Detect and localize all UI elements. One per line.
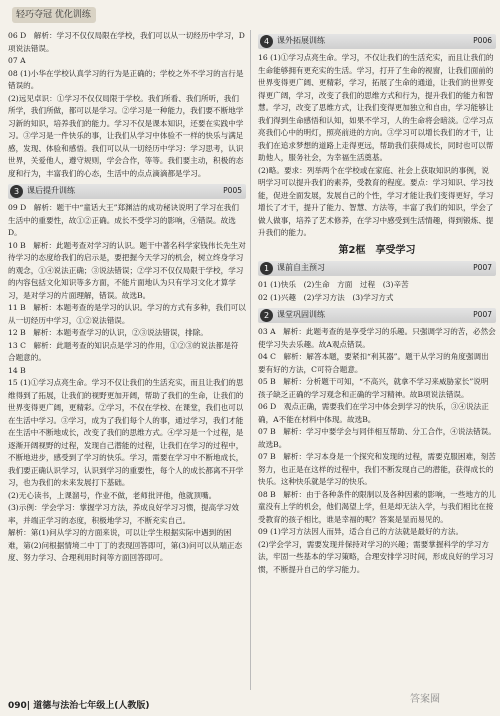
- section-title: 课外拓展训练: [277, 36, 325, 46]
- answer-16-1: 16 (1)①学习点亮生命。学习，不仅让我们的生活充实，而且让我们的生命能够拥有更充实的生活。学习，打开了生命的视窗，让我们面前的世界变得更广阔、更精彩，学习，拓展了生命的通道，让我们的世界变得更广阔，学习，改变了我们的思维方式和行为，提升我们的能力和智慧。学习，改变了思维方式，让我们变得更加独立和自由，学习能够让我们得到生命感悟和认知，如果不学习，人的生命将会暗淡。②学习点亮我们心中的明灯，照亮前进的方向。③学习可以增长我们的才干，让我们在追求梦想的道路上走得更远，帮助我们获得成长，同时也可以帮助他人，服务社会，为幸福生活奠基。: [258, 53, 494, 162]
- book-title: 道德与法治七年级上(人教版): [33, 701, 150, 711]
- answer-07: 07 A: [8, 56, 26, 65]
- section-number-badge: 2: [260, 309, 273, 322]
- answer-09-2: (2)学会学习，需要发现并保持对学习的兴趣；需要掌握科学的学习方法，牢固一些基本的学习策略，合理安排学习时间，形成良好的学习习惯，不断提升自己的学习能力。: [258, 539, 494, 574]
- watermark: 答案圈: [410, 694, 440, 705]
- section-header-after-class: [8, 184, 246, 199]
- answer-10: 10 B 解析：此题考查对学习的认识。题干中著名科学家钱伟长先生对待学习的态度给我们的启示是，要把握今天学习的机会，树立终身学习的观念，①④说法正确；③说法错误；②学习不仅仅局限于学校，学习的内容包括文化知识等多方面，不能片面地认为只有学习文化才算学习，是对学习的片面理解，错误。故选B。: [8, 240, 246, 300]
- answer-15-3: (3)示例：学会学习：掌握学习方法，养成良好学习习惯，提高学习效率，并端正学习的态度，积极地学习，不断充实自己。: [8, 503, 239, 525]
- answer-06: 06 D 观点正确，需要我们在学习中体会到学习的快乐，③④说法正确，A不能在材料中体现。故选B。: [258, 402, 489, 424]
- brand-logo: [12, 7, 96, 23]
- section-number-badge: 4: [260, 35, 273, 48]
- answer-03: 03 A 解析：此题考查的是享受学习的乐趣。只强调学习的苦，必然会使学习失去乐趣。故A观点错误。: [258, 327, 496, 349]
- page-footer: 090| 道德与法治七年级上(人教版): [8, 701, 150, 711]
- section-page-ref: P007: [473, 310, 492, 320]
- answer-09-1: 09 (1)学习方法因人而异，适合自己的方法就是最好的方法。: [258, 527, 464, 536]
- answer-06: 06 D 解析：学习不仅仅局限在学校，我们可以从一切经历中学习，D项说法错误。: [8, 31, 245, 53]
- brand-label: 轻巧夺冠 优化训练: [16, 10, 91, 20]
- section-page-ref: P006: [473, 36, 492, 46]
- section-number-badge: 3: [10, 185, 23, 198]
- answer-01: 01 (1)快乐 (2)生命 方面 过程 (3)辛苦: [258, 280, 409, 289]
- section-header-preview: [258, 261, 496, 276]
- answer-02: 02 (1)兴趣 (2)学习方法 (3)学习方式: [258, 292, 394, 302]
- answer-11: 11 B 解析：本题考查的是学习的认识。学习的方式有多种，我们可以从一切经历中学习，①②说法错误。: [8, 303, 246, 325]
- answer-14: 14 B: [8, 365, 26, 375]
- answer-09: 09 D 解析：题干中“童话大王”郑渊洁的成功秘诀说明了学习在我们生活中的重要性，故①②正确。成长不受学习的影响，④错误。故选D。: [8, 203, 239, 237]
- left-column: [8, 30, 246, 565]
- answer-13: 13 C 解析：此题考查的知识点是学习的作用，①②③的说法都是符合题意的。: [8, 340, 239, 362]
- answer-08-1: 08 (1)小华在学校认真学习的行为是正确的；学校之外不学习的言行是错误的。: [8, 68, 244, 90]
- right-column: [258, 30, 496, 576]
- answer-15-2: (2)无心读书，上课溜号，作业不做，老师批评他，他就顶嘴。: [8, 490, 217, 500]
- page-header: [6, 4, 494, 26]
- column-divider: [250, 30, 251, 690]
- answer-07b: 07 B 解析：学习本身是一个探究和发现的过程，需要克服困难，刻苦努力，也正是在这样的过程中，我们不断发现自己的潜能，获得成长的快乐。这种快乐就是学习的快乐。: [258, 452, 496, 486]
- answer-16-2: (2)略。要求：列举两个在学校或在家庭、社会上获取知识的事例，说明学习可以提升我们的素养，受教育的程度。要点：学习知识、学习技能，促进全面发展，发展自己的个性，学习才能让我们变得更好，学习增长了才干，提升了能力、智慧、方法等，丰富了我们的知识，学会了做人做事，培养了艺术修养，在学习中感受到生活情趣，得到锻炼、提升我们的能力。: [258, 165, 494, 237]
- section-title: 课前自主预习: [277, 263, 325, 273]
- answer-08: 08 B 解析：由于各种条件的限制以及各种因素的影响，一些地方的儿童没有上学的机会，他们渴望上学，但是却无法入学，与我们相比在接受教育的孩子相比，谁是幸福的呢？答案是显而易见的。: [258, 489, 496, 524]
- lesson-subtitle: 第2框 享受学习: [338, 244, 416, 256]
- answer-04: 04 C 解析：解答本题，要紧扣“利其器”。题干从学习的角度强调出要有好的方法，C可符合题意。: [258, 352, 489, 374]
- section-number-badge: 1: [260, 262, 273, 275]
- answer-08-2: (2)远见卓识：①学习不仅仅局限于学校。我们所看、我们所听，我们所学，我们所做，都可以是学习。②学习是一种能力，我们要不断地学习新的知识，培养我们的能力。学习不仅是课本知识，还要在实践中学习。③学习是一件快乐的事，让我们从学习中体验不一样的快乐与满足感，发现、体验和感悟。我们可以从一切经历中学习：学习思考，认识世界，关爱他人，遵守规则，学会合作，等等。我们要主动，积极的态度和行为，丰富我们的心态，生活中的点点滴滴都是学习。: [8, 93, 244, 178]
- section-page-ref: P007: [473, 263, 492, 273]
- section-title: 课堂巩固训练: [277, 310, 325, 320]
- section-header-extension: [258, 34, 496, 49]
- answer-15-1: 15 (1)①学习点亮生命。学习不仅让我们的生活充实，而且让我们的思维得到了拓展，让我们的视野更加开阔，帮助了我们的生命，让我们的世界变得更广阔，更精彩。②学习，不仅在学校、在课堂，我们也可以在生活中学习。③学习，成为了我们每个人的事，通过学习，我们才能在生活中不断地成长，改变了我们的思维方式。④学习是一个过程，是逐渐开阔视野的过程，发现自己潜能的过程，让我们在学习的过程中，不断地进步，感受到了学习的快乐。学习，需要在学习中不断地成长，我们要正确认识学习，认识到学习的重要性，每个人的成长都离不开学习，也为我们的未来发展打下基础。: [8, 378, 244, 487]
- answer-12: 12 B 解析：本题考查学习的认识，②③说法错误，排除。: [8, 328, 208, 337]
- section-page-ref: P005: [223, 186, 242, 196]
- page-number: 090: [8, 701, 27, 711]
- answer-15-analysis: 解析：第(1)问从学习的方面来说，可以让学生根据实际中遇到的困难，第(2)问根据情境二中丁丁的表现回答即可，第(3)问可以从端正态度、努力学习、合理利用时间等方面回答即可。: [8, 528, 243, 562]
- answer-07a: 07 B 解析：学习中要学会与同伴相互帮助、分工合作，④说法错误。故选B。: [258, 427, 496, 449]
- section-title: 课后提升训练: [27, 186, 75, 196]
- answer-05: 05 B 解析：分析题干可知，“不高兴，就拿不学习来威胁家长”说明孩子缺乏正确的学习观念和正确的学习精神。故B项说法错误。: [258, 377, 489, 399]
- section-header-classroom: [258, 308, 496, 323]
